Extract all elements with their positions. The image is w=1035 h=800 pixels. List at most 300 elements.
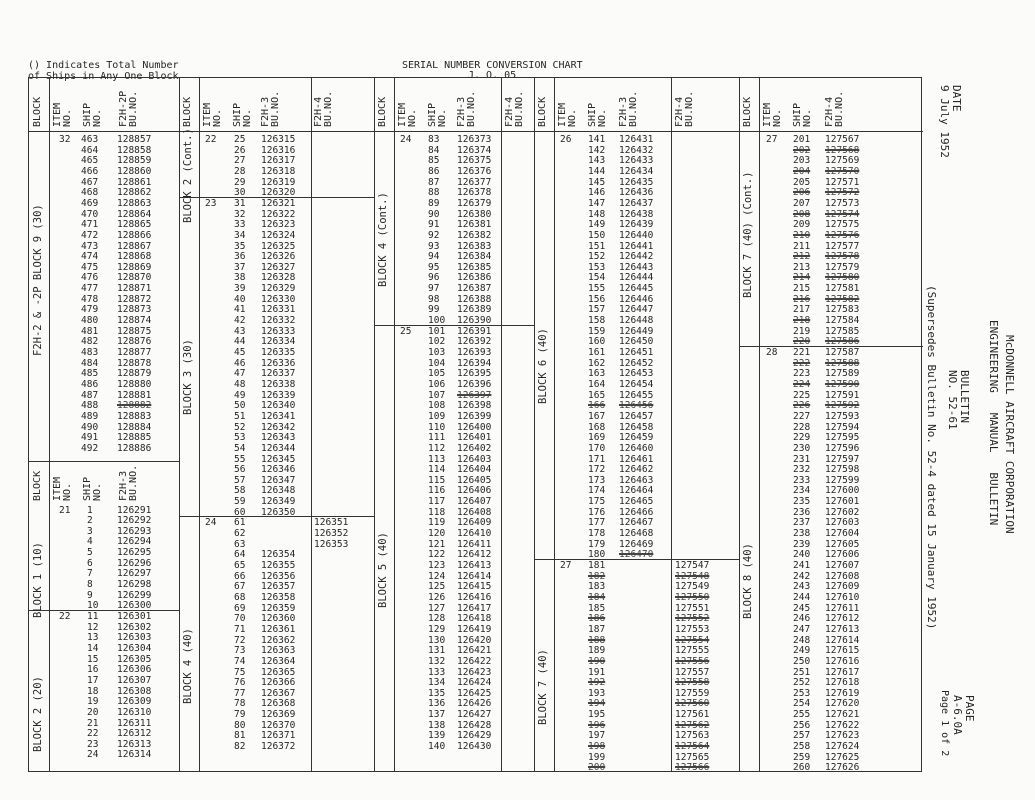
table-cell: 470 bbox=[81, 208, 99, 220]
table-cell: 56 bbox=[234, 464, 246, 476]
column-divider bbox=[671, 78, 672, 771]
column-header: ITEM NO. bbox=[397, 102, 418, 127]
table-cell: 111 bbox=[428, 432, 446, 444]
table-cell: 179 bbox=[588, 538, 606, 550]
table-cell: 54 bbox=[234, 442, 246, 454]
table-cell: 230 bbox=[793, 442, 811, 454]
table-cell: 127569 bbox=[825, 155, 860, 167]
table-cell: 126434 bbox=[619, 165, 654, 177]
table-cell: 201 bbox=[793, 134, 811, 145]
table-cell: 126418 bbox=[457, 613, 492, 625]
table-cell: 126315 bbox=[261, 134, 296, 145]
table-cell: 126415 bbox=[457, 581, 492, 593]
table-cell: 53 bbox=[234, 432, 246, 444]
table-cell: 128861 bbox=[117, 176, 152, 188]
table-cell: 126409 bbox=[457, 517, 492, 529]
table-cell: 43 bbox=[234, 325, 246, 337]
table-cell: 126452 bbox=[619, 357, 654, 369]
table-cell: 127584 bbox=[825, 315, 860, 327]
table-cell: 126381 bbox=[457, 219, 492, 231]
column-divider bbox=[49, 78, 50, 771]
table-cell: 126445 bbox=[619, 283, 654, 295]
table-cell: 128883 bbox=[117, 410, 152, 422]
table-cell: 80 bbox=[234, 719, 246, 731]
table-cell: 126354 bbox=[261, 549, 296, 561]
table-cell: 202 bbox=[793, 144, 811, 156]
table-cell: 129 bbox=[428, 623, 446, 635]
table-cell: 126459 bbox=[619, 432, 654, 444]
table-cell: 108 bbox=[428, 400, 446, 412]
table-cell: 159 bbox=[588, 325, 606, 337]
table-cell: 128869 bbox=[117, 261, 152, 273]
table-cell: 17 bbox=[87, 674, 99, 686]
table-cell: 127562 bbox=[675, 719, 710, 731]
column-header: BLOCK bbox=[377, 96, 388, 127]
table-cell: 119 bbox=[428, 517, 446, 529]
table-cell: 5 bbox=[87, 547, 93, 559]
table-cell: 126379 bbox=[457, 197, 492, 209]
table-cell: 128863 bbox=[117, 197, 152, 209]
table-cell: 45 bbox=[234, 347, 246, 358]
table-cell: 59 bbox=[234, 496, 246, 508]
table-cell: 126325 bbox=[261, 240, 296, 252]
table-cell: 79 bbox=[234, 709, 246, 721]
table-cell: 128870 bbox=[117, 272, 152, 284]
table-cell: 126371 bbox=[261, 730, 296, 742]
table-cell: 149 bbox=[588, 219, 606, 231]
table-cell: 126372 bbox=[261, 741, 296, 753]
table-cell: 126359 bbox=[261, 602, 296, 614]
table-cell: 42 bbox=[234, 315, 246, 327]
column-header: SHIP NO. bbox=[427, 102, 448, 127]
table-cell: 109 bbox=[428, 410, 446, 422]
table-cell: 126322 bbox=[261, 208, 296, 220]
item-number: 24 bbox=[400, 134, 412, 145]
table-cell: 127579 bbox=[825, 261, 860, 273]
table-cell: 242 bbox=[793, 570, 811, 582]
table-cell: 126351 bbox=[314, 517, 349, 529]
table-cell: 126455 bbox=[619, 389, 654, 401]
table-cell: 74 bbox=[234, 655, 246, 667]
table-cell: 127622 bbox=[825, 719, 860, 731]
table-cell: 126456 bbox=[619, 400, 654, 412]
table-cell: 126398 bbox=[457, 400, 492, 412]
table-cell: 127555 bbox=[675, 645, 710, 657]
table-cell: 127603 bbox=[825, 517, 860, 529]
table-cell: 128871 bbox=[117, 283, 152, 295]
table-cell: 157 bbox=[588, 304, 606, 316]
total-number-note: () Indicates Total Number of Ships in Any One Block bbox=[28, 60, 179, 82]
table-cell: 126356 bbox=[261, 570, 296, 582]
table-cell: 127625 bbox=[825, 751, 860, 763]
item-number: 24 bbox=[205, 517, 217, 529]
table-cell: 126454 bbox=[619, 378, 654, 390]
table-cell: 127548 bbox=[675, 570, 710, 582]
table-cell: 48 bbox=[234, 378, 246, 390]
table-cell: 127621 bbox=[825, 709, 860, 721]
table-cell: 253 bbox=[793, 687, 811, 699]
table-cell: 57 bbox=[234, 474, 246, 486]
table-cell: 484 bbox=[81, 357, 99, 369]
table-cell: 485 bbox=[81, 368, 99, 380]
table-cell: 238 bbox=[793, 528, 811, 540]
table-cell: 256 bbox=[793, 719, 811, 731]
column-header: SHIP NO. bbox=[82, 102, 103, 127]
table-cell: 127623 bbox=[825, 730, 860, 742]
table-cell: 147 bbox=[588, 197, 606, 209]
table-cell: 483 bbox=[81, 347, 99, 358]
supersedes-note: (Supersedes Bulletin No. 52-4 dated 15 January 1952) bbox=[925, 285, 938, 630]
table-cell: 126401 bbox=[457, 432, 492, 444]
table-cell: 128875 bbox=[117, 325, 152, 337]
table-cell: 208 bbox=[793, 208, 811, 220]
table-cell: 126366 bbox=[261, 677, 296, 689]
table-cell: 132 bbox=[428, 655, 446, 667]
table-cell: 127574 bbox=[825, 208, 860, 220]
table-cell: 197 bbox=[588, 730, 606, 742]
table-cell: 30 bbox=[234, 187, 246, 199]
table-cell: 127595 bbox=[825, 432, 860, 444]
row-divider bbox=[739, 346, 923, 347]
table-cell: 68 bbox=[234, 591, 246, 603]
table-cell: 210 bbox=[793, 229, 811, 241]
table-cell: 117 bbox=[428, 496, 446, 508]
table-cell: 127578 bbox=[825, 251, 860, 263]
table-cell: 126345 bbox=[261, 453, 296, 465]
table-cell: 41 bbox=[234, 304, 246, 316]
table-cell: 126457 bbox=[619, 410, 654, 422]
table-cell: 128859 bbox=[117, 155, 152, 167]
table-cell: 170 bbox=[588, 442, 606, 454]
table-cell: 77 bbox=[234, 687, 246, 699]
table-cell: 40 bbox=[234, 293, 246, 305]
table-cell: 127588 bbox=[825, 357, 860, 369]
table-cell: 127586 bbox=[825, 336, 860, 348]
table-cell: 127557 bbox=[675, 666, 710, 678]
table-cell: 126342 bbox=[261, 421, 296, 433]
column-header: F2H-3 BU.NO. bbox=[260, 90, 281, 127]
table-cell: 1 bbox=[87, 504, 93, 516]
table-cell: 200 bbox=[588, 762, 606, 774]
table-cell: 156 bbox=[588, 293, 606, 305]
table-cell: 259 bbox=[793, 751, 811, 763]
table-cell: 21 bbox=[87, 717, 99, 729]
table-cell: 128880 bbox=[117, 378, 152, 390]
table-cell: 126395 bbox=[457, 368, 492, 380]
table-cell: 126339 bbox=[261, 389, 296, 401]
table-cell: 34 bbox=[234, 229, 246, 241]
table-cell: 164 bbox=[588, 378, 606, 390]
table-cell: 14 bbox=[87, 642, 99, 654]
table-cell: 127612 bbox=[825, 613, 860, 625]
table-cell: 127620 bbox=[825, 698, 860, 710]
table-cell: 260 bbox=[793, 762, 811, 774]
table-cell: 225 bbox=[793, 389, 811, 401]
table-cell: 193 bbox=[588, 687, 606, 699]
table-cell: 127598 bbox=[825, 464, 860, 476]
table-cell: 127554 bbox=[675, 634, 710, 646]
table-cell: 131 bbox=[428, 645, 446, 657]
table-cell: 223 bbox=[793, 368, 811, 380]
table-cell: 212 bbox=[793, 251, 811, 263]
table-cell: 127568 bbox=[825, 144, 860, 156]
table-cell: 126346 bbox=[261, 464, 296, 476]
table-cell: 36 bbox=[234, 251, 246, 263]
table-cell: 245 bbox=[793, 602, 811, 614]
table-cell: 86 bbox=[428, 165, 440, 177]
table-cell: 487 bbox=[81, 389, 99, 401]
column-header: ITEM NO. bbox=[52, 102, 73, 127]
table-cell: 232 bbox=[793, 464, 811, 476]
table-cell: 82 bbox=[234, 741, 246, 753]
table-cell: 26 bbox=[234, 144, 246, 156]
column-divider bbox=[311, 78, 312, 771]
table-cell: 158 bbox=[588, 315, 606, 327]
column-divider bbox=[501, 78, 502, 771]
table-cell: 126393 bbox=[457, 347, 492, 358]
table-cell: 9 bbox=[87, 589, 93, 601]
table-cell: 126307 bbox=[117, 674, 152, 686]
table-cell: 482 bbox=[81, 336, 99, 348]
table-cell: 139 bbox=[428, 730, 446, 742]
table-cell: 174 bbox=[588, 485, 606, 497]
table-cell: 69 bbox=[234, 602, 246, 614]
table-cell: 127551 bbox=[675, 602, 710, 614]
serial-number-table bbox=[28, 77, 922, 772]
table-cell: 126353 bbox=[314, 538, 349, 550]
table-cell: 145 bbox=[588, 176, 606, 188]
table-cell: 155 bbox=[588, 283, 606, 295]
table-cell: 126303 bbox=[117, 632, 152, 644]
item-number: 22 bbox=[59, 611, 71, 622]
table-cell: 224 bbox=[793, 378, 811, 390]
table-cell: 126369 bbox=[261, 709, 296, 721]
table-cell: 126462 bbox=[619, 464, 654, 476]
table-cell: 127615 bbox=[825, 645, 860, 657]
table-cell: 168 bbox=[588, 421, 606, 433]
table-cell: 150 bbox=[588, 229, 606, 241]
table-cell: 226 bbox=[793, 400, 811, 412]
table-cell: 90 bbox=[428, 208, 440, 220]
block-label: BLOCK 2 (20) bbox=[32, 676, 44, 752]
table-cell: 185 bbox=[588, 602, 606, 614]
row-divider bbox=[179, 197, 374, 198]
table-cell: 126385 bbox=[457, 261, 492, 273]
table-cell: 126313 bbox=[117, 738, 152, 750]
table-cell: 127618 bbox=[825, 677, 860, 689]
table-cell: 126384 bbox=[457, 251, 492, 263]
table-cell: 235 bbox=[793, 496, 811, 508]
item-number: 21 bbox=[59, 504, 71, 516]
table-cell: 128860 bbox=[117, 165, 152, 177]
table-cell: 126349 bbox=[261, 496, 296, 508]
table-cell: 163 bbox=[588, 368, 606, 380]
table-cell: 95 bbox=[428, 261, 440, 273]
table-cell: 126352 bbox=[314, 528, 349, 540]
table-cell: 126295 bbox=[117, 547, 152, 559]
table-cell: 229 bbox=[793, 432, 811, 444]
table-cell: 126305 bbox=[117, 653, 152, 665]
table-cell: 127590 bbox=[825, 378, 860, 390]
table-cell: 126374 bbox=[457, 144, 492, 156]
table-cell: 126399 bbox=[457, 410, 492, 422]
table-cell: 126408 bbox=[457, 506, 492, 518]
table-cell: 84 bbox=[428, 144, 440, 156]
table-cell: 126327 bbox=[261, 261, 296, 273]
table-cell: 64 bbox=[234, 549, 246, 561]
table-cell: 126330 bbox=[261, 293, 296, 305]
table-cell: 127582 bbox=[825, 293, 860, 305]
table-cell: 127571 bbox=[825, 176, 860, 188]
table-cell: 127573 bbox=[825, 197, 860, 209]
table-cell: 126296 bbox=[117, 557, 152, 569]
table-cell: 126461 bbox=[619, 453, 654, 465]
table-cell: 127599 bbox=[825, 474, 860, 486]
table-cell: 126337 bbox=[261, 368, 296, 380]
table-cell: 126361 bbox=[261, 623, 296, 635]
table-cell: 128882 bbox=[117, 400, 152, 412]
item-number: 25 bbox=[400, 325, 412, 337]
table-cell: 89 bbox=[428, 197, 440, 209]
table-cell: 126432 bbox=[619, 144, 654, 156]
table-cell: 209 bbox=[793, 219, 811, 231]
table-cell: 127591 bbox=[825, 389, 860, 401]
table-cell: 88 bbox=[428, 187, 440, 199]
table-cell: 126422 bbox=[457, 655, 492, 667]
table-cell: 222 bbox=[793, 357, 811, 369]
table-cell: 126391 bbox=[457, 325, 492, 337]
table-cell: 490 bbox=[81, 421, 99, 433]
table-cell: 126433 bbox=[619, 155, 654, 167]
table-cell: 126464 bbox=[619, 485, 654, 497]
table-cell: 218 bbox=[793, 315, 811, 327]
table-cell: 126368 bbox=[261, 698, 296, 710]
table-cell: 101 bbox=[428, 325, 446, 337]
column-header: BLOCK bbox=[537, 96, 548, 127]
table-cell: 183 bbox=[588, 581, 606, 593]
row-divider bbox=[534, 559, 739, 560]
table-cell: 126293 bbox=[117, 525, 152, 537]
table-cell: 22 bbox=[87, 728, 99, 740]
table-cell: 127607 bbox=[825, 560, 860, 571]
row-divider bbox=[29, 131, 923, 132]
table-cell: 127565 bbox=[675, 751, 710, 763]
table-cell: 126350 bbox=[261, 506, 296, 518]
table-cell: 55 bbox=[234, 453, 246, 465]
table-cell: 126419 bbox=[457, 623, 492, 635]
table-cell: 228 bbox=[793, 421, 811, 433]
table-cell: 172 bbox=[588, 464, 606, 476]
table-cell: 127559 bbox=[675, 687, 710, 699]
table-cell: 126333 bbox=[261, 325, 296, 337]
table-cell: 126392 bbox=[457, 336, 492, 348]
table-cell: 4 bbox=[87, 536, 93, 548]
table-cell: 127589 bbox=[825, 368, 860, 380]
table-cell: 127606 bbox=[825, 549, 860, 561]
table-cell: 126451 bbox=[619, 347, 654, 358]
table-cell: 50 bbox=[234, 400, 246, 412]
column-header: SHIP NO. bbox=[792, 102, 813, 127]
table-cell: 126298 bbox=[117, 579, 152, 591]
table-cell: 127 bbox=[428, 602, 446, 614]
block-label: BLOCK 4 (Cont.) bbox=[377, 192, 389, 287]
table-cell: 126301 bbox=[117, 611, 152, 622]
table-cell: 126437 bbox=[619, 197, 654, 209]
table-cell: 176 bbox=[588, 506, 606, 518]
table-cell: 466 bbox=[81, 165, 99, 177]
table-cell: 126312 bbox=[117, 728, 152, 740]
block-label: F2H-2 & -2P BLOCK 9 (30) bbox=[32, 204, 44, 356]
table-cell: 126420 bbox=[457, 634, 492, 646]
table-cell: 127608 bbox=[825, 570, 860, 582]
table-cell: 28 bbox=[234, 165, 246, 177]
table-cell: 126416 bbox=[457, 591, 492, 603]
column-header: BLOCK bbox=[32, 96, 43, 127]
table-cell: 489 bbox=[81, 410, 99, 422]
table-cell: 58 bbox=[234, 485, 246, 497]
table-cell: 24 bbox=[87, 749, 99, 761]
table-cell: 126387 bbox=[457, 283, 492, 295]
table-cell: 39 bbox=[234, 283, 246, 295]
table-cell: 126423 bbox=[457, 666, 492, 678]
table-cell: 27 bbox=[234, 155, 246, 167]
table-cell: 126468 bbox=[619, 528, 654, 540]
table-cell: 126410 bbox=[457, 528, 492, 540]
table-cell: 93 bbox=[428, 240, 440, 252]
table-cell: 29 bbox=[234, 176, 246, 188]
table-cell: 249 bbox=[793, 645, 811, 657]
table-cell: 127611 bbox=[825, 602, 860, 614]
table-cell: 126447 bbox=[619, 304, 654, 316]
table-cell: 237 bbox=[793, 517, 811, 529]
column-divider bbox=[534, 78, 535, 771]
table-cell: 126375 bbox=[457, 155, 492, 167]
table-cell: 177 bbox=[588, 517, 606, 529]
table-cell: 217 bbox=[793, 304, 811, 316]
table-cell: 126357 bbox=[261, 581, 296, 593]
chart-title: SERIAL NUMBER CONVERSION CHART bbox=[402, 60, 583, 71]
table-cell: 138 bbox=[428, 719, 446, 731]
table-cell: 126340 bbox=[261, 400, 296, 412]
table-cell: 233 bbox=[793, 474, 811, 486]
table-cell: 128886 bbox=[117, 442, 152, 454]
table-cell: 47 bbox=[234, 368, 246, 380]
table-cell: 13 bbox=[87, 632, 99, 644]
table-cell: 6 bbox=[87, 557, 93, 569]
table-cell: 114 bbox=[428, 464, 446, 476]
table-cell: 128862 bbox=[117, 187, 152, 199]
block-label: BLOCK 7 (40) bbox=[537, 649, 549, 725]
table-cell: 2 bbox=[87, 515, 93, 527]
table-cell: 187 bbox=[588, 623, 606, 635]
item-number: 32 bbox=[59, 134, 71, 145]
table-cell: 126424 bbox=[457, 677, 492, 689]
table-cell: 166 bbox=[588, 400, 606, 412]
table-cell: 37 bbox=[234, 261, 246, 273]
table-cell: 103 bbox=[428, 347, 446, 358]
table-cell: 126430 bbox=[457, 741, 492, 753]
table-cell: 127609 bbox=[825, 581, 860, 593]
table-cell: 146 bbox=[588, 187, 606, 199]
table-cell: 31 bbox=[234, 197, 246, 209]
table-cell: 127597 bbox=[825, 453, 860, 465]
table-cell: 221 bbox=[793, 347, 811, 358]
table-cell: 464 bbox=[81, 144, 99, 156]
table-cell: 127593 bbox=[825, 410, 860, 422]
table-cell: 63 bbox=[234, 538, 246, 550]
item-number: 27 bbox=[560, 560, 572, 571]
table-cell: 199 bbox=[588, 751, 606, 763]
